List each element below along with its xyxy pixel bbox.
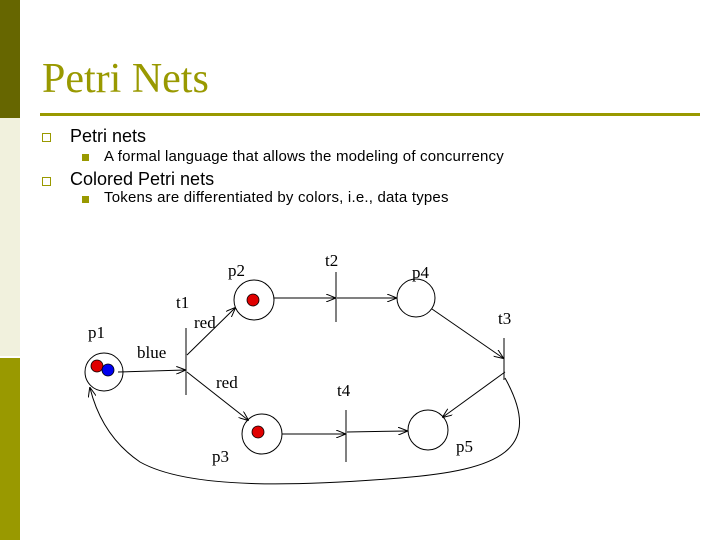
token-blue-p1 [102,364,114,376]
slide-title: Petri Nets [42,56,209,102]
place-p5 [408,410,448,450]
label-p5: p5 [456,437,473,456]
label-p3: p3 [212,447,229,466]
arc-p1-t1 [118,370,185,372]
arc-t3-p1-return [90,378,520,484]
place-p4 [397,279,435,317]
token-red-p2 [247,294,259,306]
sub-bullet-formal-language: A formal language that allows the modeling of concurrency [104,148,504,165]
arc-t3-p5 [443,372,505,417]
bullet-colored-petri-nets: Colored Petri nets [70,169,215,189]
label-t4: t4 [337,381,351,400]
label-t2: t2 [325,251,339,270]
label-p4: p4 [412,263,429,282]
label-t1: t1 [176,293,190,312]
sub-bullet-tokens-colors: Tokens are differentiated by colors, i.e., data types [104,189,449,206]
arc-label-red-t1-p3: red [216,373,238,392]
arc-label-blue: blue [137,343,167,362]
arc-t4-p5 [347,431,407,432]
label-p1: p1 [88,323,105,342]
label-p2: p2 [228,261,245,280]
arc-p4-t3 [432,309,503,358]
arc-label-red-t1-p2: red [194,313,216,332]
token-red-p3 [252,426,264,438]
token-red-p1 [91,360,103,372]
label-t3: t3 [498,309,512,328]
bullet-petri-nets: Petri nets [70,126,147,146]
